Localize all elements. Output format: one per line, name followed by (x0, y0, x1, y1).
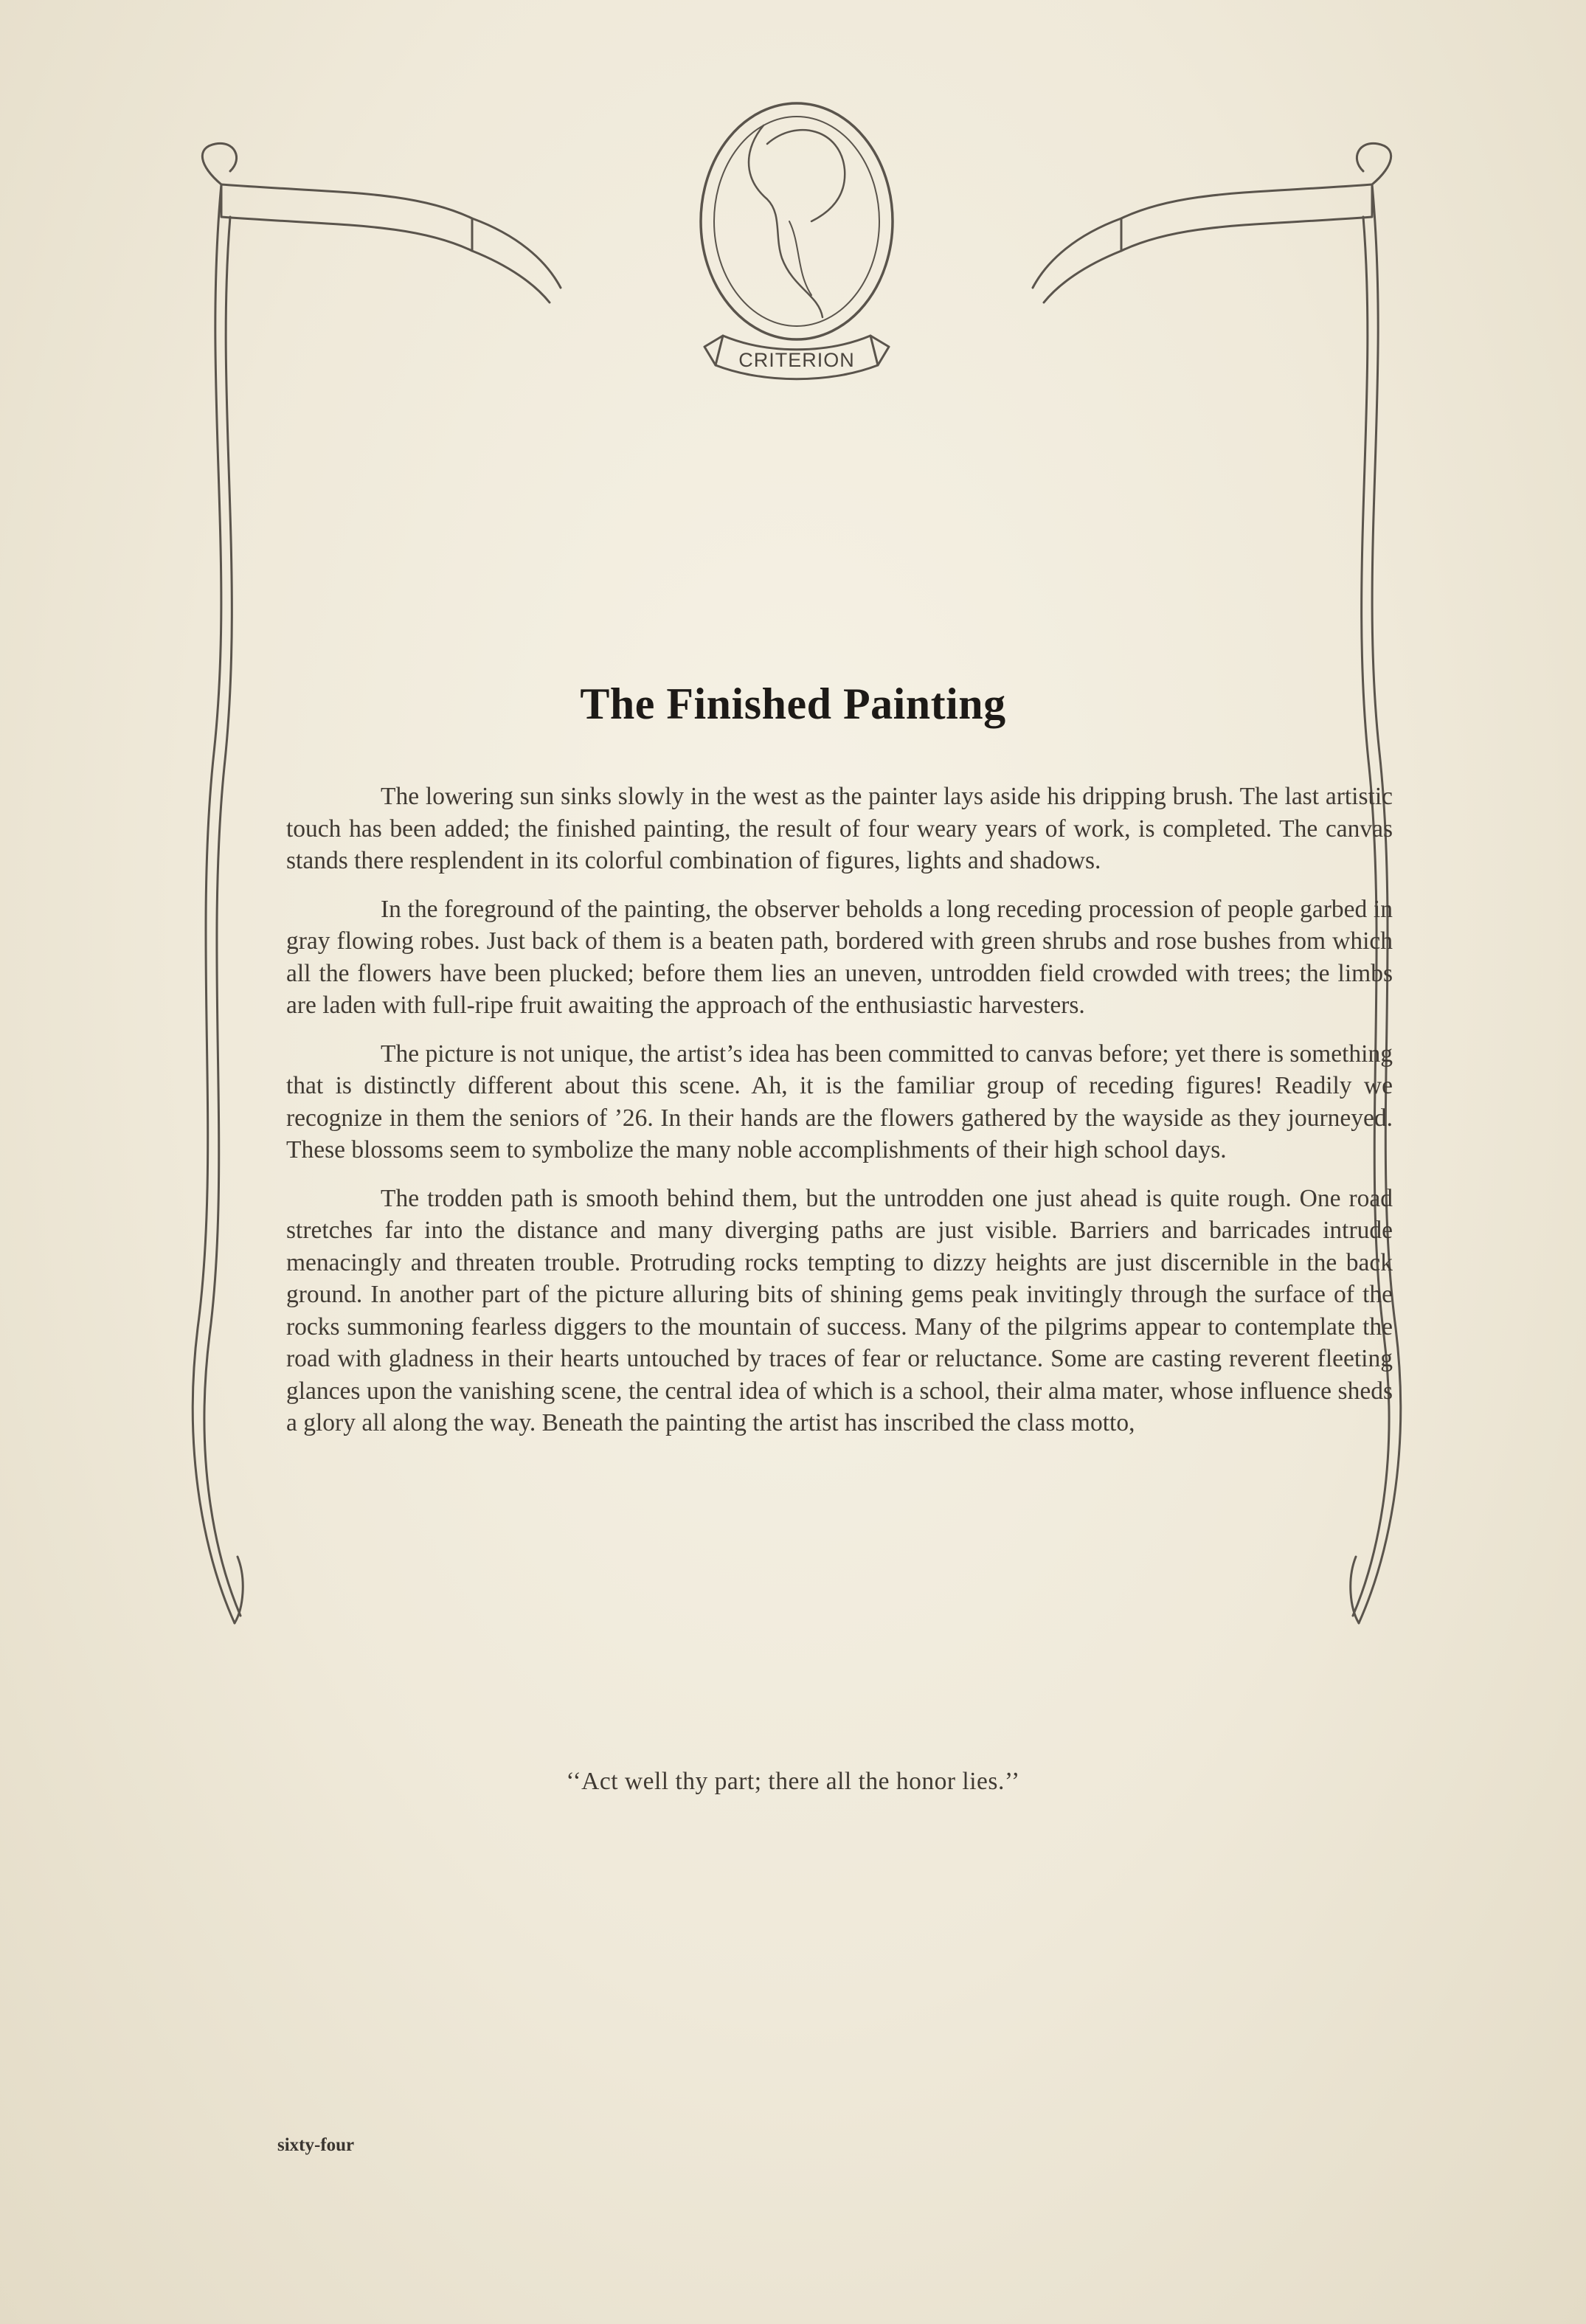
paragraph-2: In the foreground of the painting, the observer beholds a long receding procession of people garbed in gray flowing robes. Just back of them is a beaten path, bordered with green shrubs and rose bushes from which all the flowers have been plucked; before them lies an uneven, untrodden field crowded with trees; the limbs are laden with full-ripe fruit awaiting the approach of the enthusiastic harvesters. (286, 895, 1393, 1019)
article-body (286, 781, 1393, 1456)
paragraph-1: The lowering sun sinks slowly in the west as the painter lays aside his dripping brush. The last artistic touch has been added; the finished painting, the result of four weary years of work, is completed. The canvas stands there resplendent in its colorful combination of figures, lights and shadows. (286, 783, 1393, 874)
criterion-banner-text: CRITERION (738, 349, 855, 371)
paragraph-4: The trodden path is smooth behind them, but the untrodden one just ahead is quite rough. One road stretches far into the distance and many diverging paths are just visible. Barriers and barricades intrude menacingly and threaten trouble. Protruding rocks tempting to dizzy heights are just discernible in the back ground. In another part of the picture alluring bits of shining gems peak invitingly through the surface of the rocks summoning fearless diggers to the mountain of success. Many of the pilgrims appear to contemplate the road with gladness in their hearts untouched by traces of fear or reluctance. Some are casting reverent fleeting glances upon the vanishing scene, the central idea of which is a school, their alma mater, whose influence sheds a glory all along the way. Beneath the painting the artist has inscribed the class motto, (286, 1184, 1393, 1436)
paragraph-3: The picture is not unique, the artist’s idea has been committed to canvas before; yet there is something that is distinctly different about this scene. Ah, it is the familiar group of receding figures! Readily we recognize in them the seniors of ’26. In their hands are the flowers gathered by the wayside as they journeyed. These blossoms seem to symbolize the many noble accomplishments of their high school days. (286, 1040, 1393, 1163)
page-number: sixty-four (277, 2135, 355, 2155)
class-motto: ‘‘Act well thy part; there all the honor lies.’’ (566, 1768, 1020, 1795)
article-title: The Finished Painting (580, 679, 1006, 728)
